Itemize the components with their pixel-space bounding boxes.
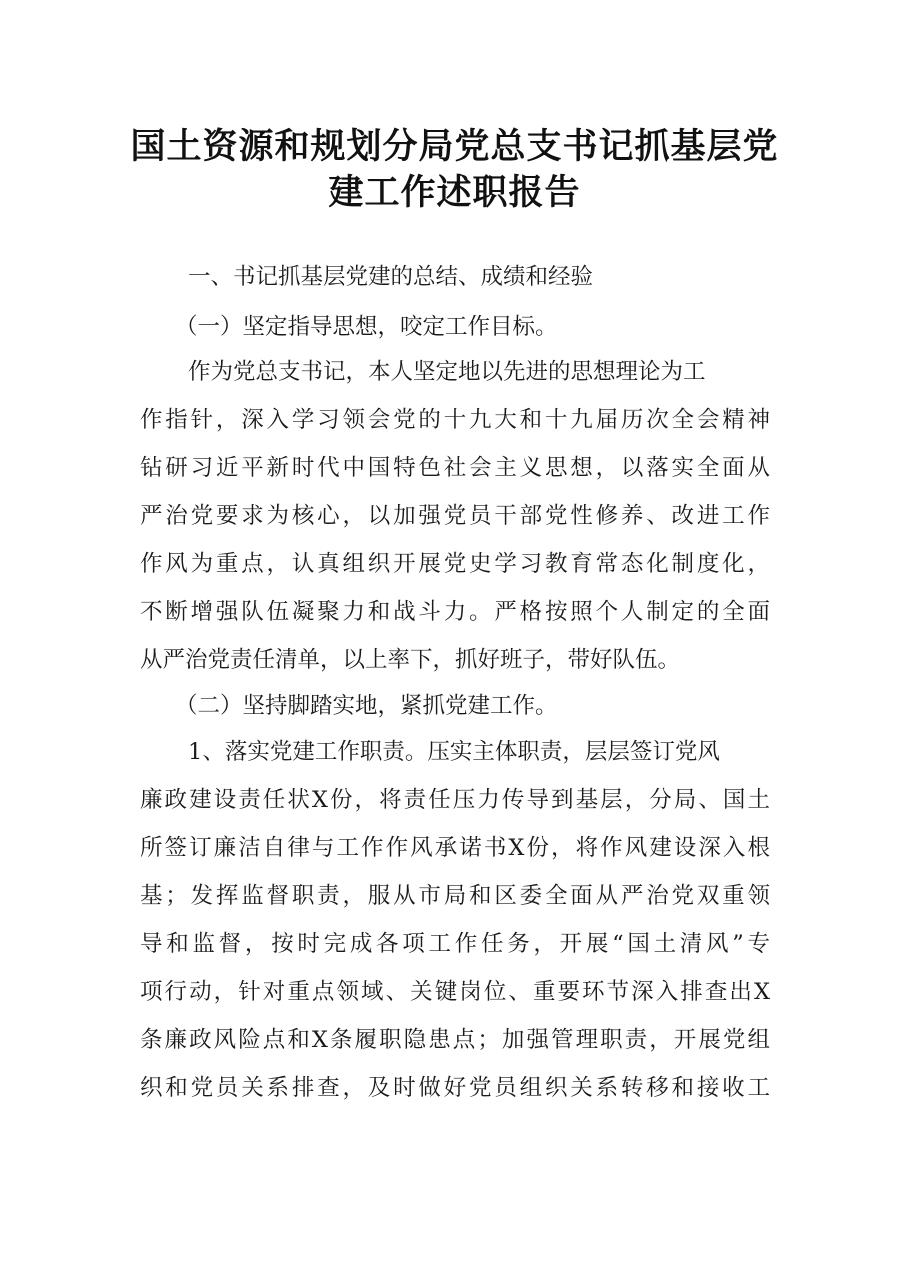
paragraph-2-line-3: 所签订廉洁自律与工作作风承诺书X份，将作风建设深入根 [140, 835, 770, 861]
paragraph-2-line-6: 项行动，针对重点领域、关键岗位、重要环节深入排查出X [140, 979, 770, 1005]
section-heading: 一、书记抓基层党建的总结、成绩和经验 [188, 264, 594, 290]
paragraph-2-line-2: 廉政建设责任状X份，将责任压力传导到基层，分局、国土 [140, 787, 770, 813]
subsection-heading-1: （一）坚定指导思想，咬定工作目标。 [175, 314, 558, 340]
paragraph-1-line-1: 作为党总支书记，本人坚定地以先进的思想理论为工 [188, 359, 706, 385]
document-title-line-1: 国土资源和规划分局党总支书记抓基层党 [130, 127, 779, 167]
paragraph-1-line-7: 从严治党责任清单，以上率下，抓好班子，带好队伍。 [140, 647, 681, 673]
paragraph-1-line-6: 不断增强队伍凝聚力和战斗力。严格按照个人制定的全面 [140, 599, 770, 625]
paragraph-2-line-5: 导和监督，按时完成各项工作任务，开展“国土清风”专 [140, 931, 770, 957]
paragraph-2-line-4: 基；发挥监督职责，服从市局和区委全面从严治党双重领 [140, 883, 770, 909]
paragraph-1-line-2: 作指针，深入学习领会党的十九大和十九届历次全会精神 [140, 407, 770, 433]
paragraph-2-line-7: 条廉政风险点和X条履职隐患点；加强管理职责，开展党组 [140, 1027, 770, 1053]
document-title-line-2: 建工作述职报告 [328, 173, 581, 213]
paragraph-1-line-4: 严治党要求为核心，以加强党员干部党性修养、改进工作 [140, 503, 770, 529]
paragraph-2-line-8: 织和党员关系排查，及时做好党员组织关系转移和接收工 [140, 1075, 770, 1101]
paragraph-1-line-5: 作风为重点，认真组织开展党史学习教育常态化制度化， [140, 551, 770, 577]
paragraph-1-line-3: 钻研习近平新时代中国特色社会主义思想，以落实全面从 [140, 455, 770, 481]
subsection-heading-2: （二）坚持脚踏实地，紧抓党建工作。 [175, 693, 558, 719]
paragraph-2-line-1: 1、落实党建工作职责。压实主体职责，层层签订党风 [188, 739, 720, 765]
